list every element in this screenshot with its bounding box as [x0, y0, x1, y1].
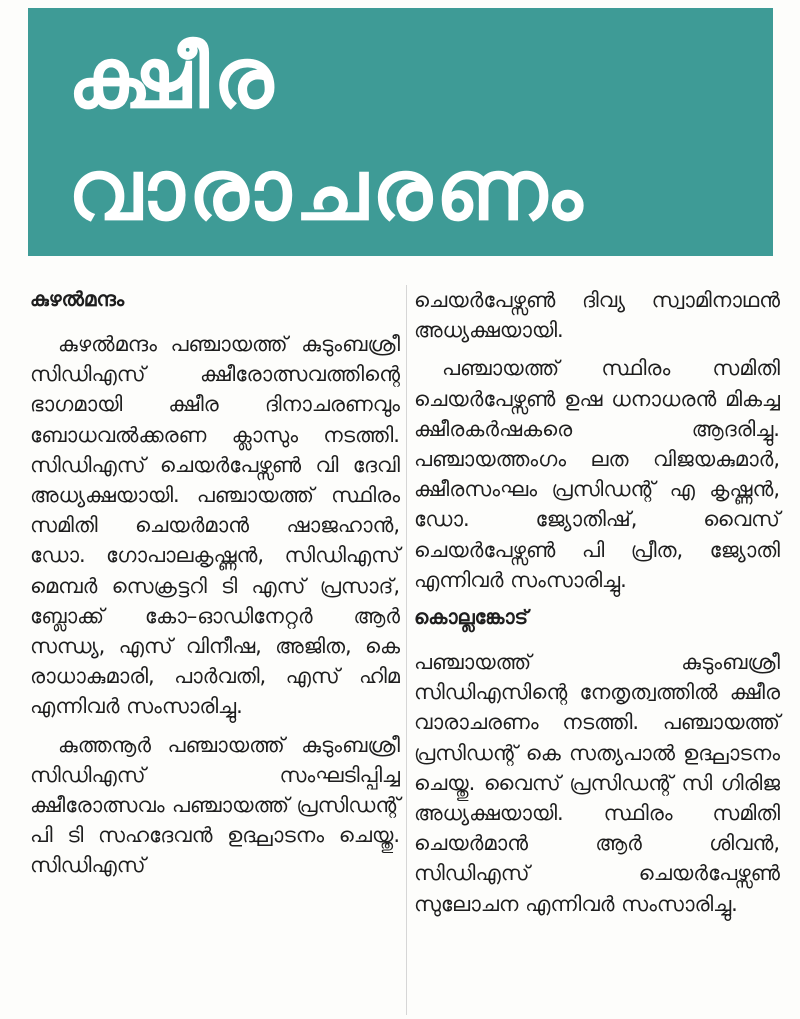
dateline-kuzhalmannam: കുഴൽമന്ദം	[30, 287, 125, 311]
right-column	[414, 285, 780, 927]
column-divider	[406, 285, 407, 1015]
article-paragraph: കുത്തനൂർ പഞ്ചായത്ത് കുടുംബശ്രീ സിഡിഎസ് സംഘടിപ്പിച്ച ക്ഷീരോത്സവം പഞ്ചായത്ത് പ്രസിഡന്റ് പി ടി സഹദേവൻ ഉദ്ഘാടനം ചെയ്തു. സിഡിഎസ്	[30, 732, 400, 878]
headline-title: ക്ഷീര വാരാചരണം	[68, 29, 587, 239]
article-paragraph: പഞ്ചായത്ത് സ്ഥിരം സമിതി ചെയർപേഴ്സൺ ഉഷ ധനാധരൻ മികച്ച ക്ഷീരകർഷകരെ ആദരിച്ചു. പഞ്ചായത്തംഗം ലത വിജയകുമാർ, ക്ഷീരസംഘം പ്രസിഡന്റ് എ കൃഷ്ണൻ, ഡോ. ജ്യോതിഷ്, വൈസ് ചെയർപേഴ്സൺ പി പ്രീത, ജ്യോതി എന്നിവർ സംസാരിച്ചു.	[414, 356, 780, 592]
article-paragraph: കുഴൽമന്ദം പഞ്ചായത്ത് കുടുംബശ്രീ സിഡിഎസ് ക്ഷീരോത്സവത്തിന്റെ ഭാഗമായി ക്ഷീര ദിനാചരണവും ബോധവൽക്കരണ ക്ലാസും നടത്തി. സിഡിഎസ് ചെയർപേഴ്സൺ വി ദേവി അധ്യക്ഷയായി. പഞ്ചായത്ത് സ്ഥിരം സമിതി ചെയർമാൻ ഷാജഹാൻ, ഡോ. ഗോപാലകൃഷ്ണൻ, സിഡിഎസ് മെമ്പർ സെക്രട്ടറി ടി എസ് പ്രസാദ്, ബ്ലോക്ക് കോ–ഓഡിനേറ്റർ ആർ സന്ധ്യ, എസ് വിനീഷ, അജിത, കെ രാധാകുമാരി, പാർവതി, എസ് ഹിമ എന്നിവർ സംസാരിച്ചു.	[30, 332, 400, 719]
article-paragraph: ചെയർപേഴ്സൺ ദിവ്യ സ്വാമിനാഥൻ അധ്യക്ഷയായി.	[414, 288, 780, 343]
headline-banner	[28, 8, 773, 256]
article-paragraph: പഞ്ചായത്ത് കുടുംബശ്രീ സിഡിഎസിന്റെ നേതൃത്വത്തിൽ ക്ഷീര വാരാചരണം നടത്തി. പഞ്ചായത്ത് പ്രസിഡന്റ് കെ സത്യപാൽ ഉദ്ഘാടനം ചെയ്തു. വൈസ് പ്രസിഡന്റ് സി ഗിരിജ അധ്യക്ഷയായി. സ്ഥിരം സമിതി ചെയർമാൻ ആർ ശിവൻ, സിഡിഎസ് ചെയർപേഴ്സൺ സുലോചന എന്നിവർ സംസാരിച്ചു.	[414, 650, 780, 916]
left-column	[30, 285, 400, 889]
dateline-kollengode: കൊല്ലങ്കോട്	[414, 605, 529, 630]
